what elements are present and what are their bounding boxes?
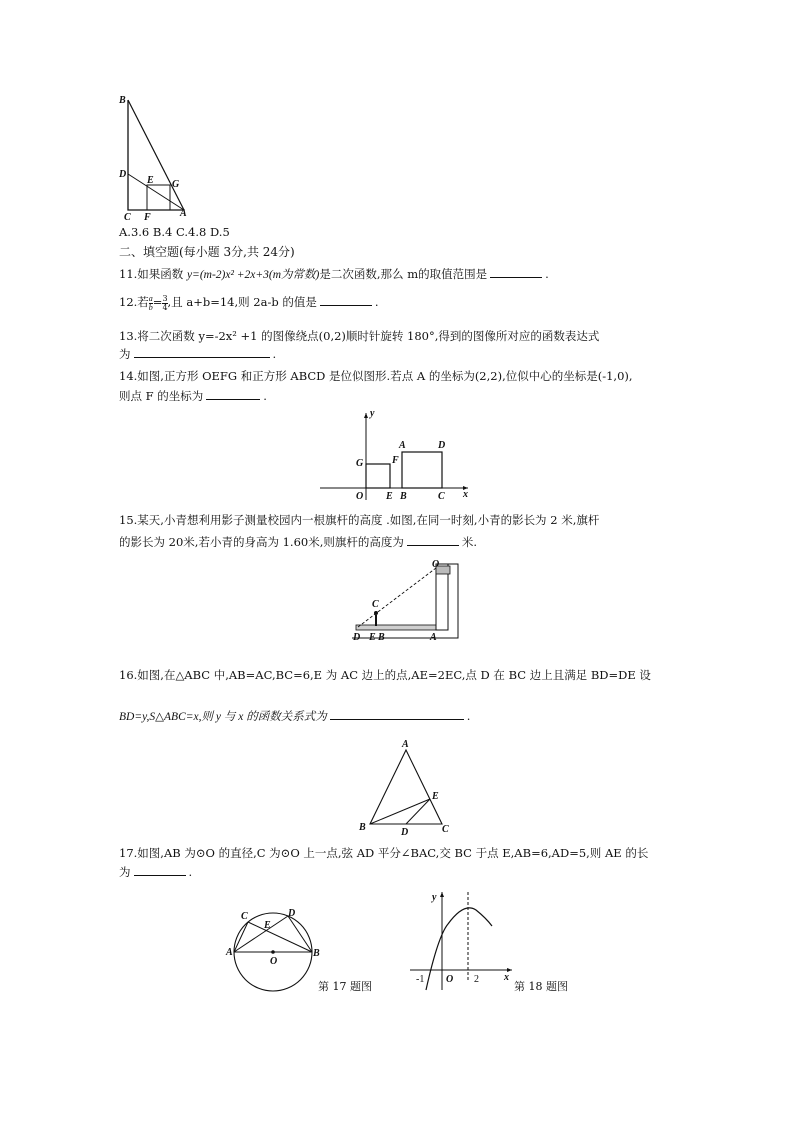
fig17-label-C: C <box>241 911 248 922</box>
q12-answer-blank[interactable] <box>320 294 372 306</box>
fig14-label-E: E <box>386 491 393 502</box>
fig10-label-A: A <box>180 208 187 219</box>
fig10-label-E: E <box>147 175 154 186</box>
fig14-label-G: G <box>356 458 364 469</box>
fig10-label-C: C <box>124 212 131 223</box>
fig17-label-D: D <box>288 908 296 919</box>
fig10-label-B: B <box>119 95 126 106</box>
figure-q18 <box>408 886 518 992</box>
fig15-label-D: D <box>353 632 361 643</box>
q14-line2: 则点 F 的坐标为 . <box>119 389 267 403</box>
figure-q16 <box>356 738 456 836</box>
q14-line1: 14.如图,正方形 OEFG 和正方形 ABCD 是位似图形.若点 A 的坐标为(2,2),位似中心的坐标是(-1,0), <box>119 369 633 383</box>
fig17-label-B: B <box>313 948 320 959</box>
fig14-label-F: F <box>392 455 399 466</box>
q15-line1: 15.某天,小青想利用影子测量校园内一根旗杆的高度 .如图,在同一时刻,小青的影长为 2 米,旗杆 <box>119 513 600 527</box>
fig14-label-D: D <box>438 440 446 451</box>
q13-line2: 为 . <box>119 347 277 361</box>
fig16-label-E: E <box>432 791 439 802</box>
fig10-label-D: D <box>119 169 127 180</box>
q15-answer-blank[interactable] <box>407 534 459 546</box>
figure-q10 <box>112 92 197 224</box>
fig14-label-O: O <box>356 491 364 502</box>
fig14-label-C: C <box>438 491 445 502</box>
q13-line1: 13.将二次函数 y=-2x² +1 的图像绕点(0,2)顺时针旋转 180°,得到的图像所对应的函数表达式 <box>119 329 600 343</box>
q16-answer-blank[interactable] <box>330 708 464 720</box>
q14-answer-blank[interactable] <box>206 388 260 400</box>
q10-options: A.3.6 B.4 C.4.8 D.5 <box>119 225 230 239</box>
fig16-label-D: D <box>401 827 409 836</box>
fig14-label-y: y <box>370 408 375 419</box>
fig15-label-C: C <box>372 599 379 610</box>
caption-fig18: 第 18 题图 <box>514 980 568 993</box>
fig15-label-A: A <box>430 632 437 643</box>
figure-q15 <box>350 556 468 648</box>
fig15-label-B: B <box>378 632 385 643</box>
fig18-label-O: O <box>446 974 454 985</box>
fig18-label-2: 2 <box>474 974 479 985</box>
fig18-label-minus1: -1 <box>416 974 425 985</box>
fig17-label-E: E <box>264 920 271 931</box>
fig17-label-O: O <box>270 956 278 967</box>
q16-line1: 16.如图,在△ABC 中,AB=AC,BC=6,E 为 AC 边上的点,AE=2EC,点 D 在 BC 边上且满足 BD=DE 设 <box>119 668 651 682</box>
q11: 11.如果函数 y=(m-2)x² +2x+3(m为常数)是二次函数,那么 m的取值范围是 . <box>119 267 549 281</box>
fig15-label-O: O <box>432 559 440 570</box>
q12: 12.若 $\frac{a}{b}$ = $\frac{3}{4}$ ,且 a+b=14,则 2a-b 的值是 . <box>119 293 379 312</box>
fig18-label-x: x <box>504 972 509 983</box>
q17-answer-blank[interactable] <box>134 864 186 876</box>
q15-line2: 的影长为 20米,若小青的身高为 1.60米,则旗杆的高度为 米. <box>119 535 478 549</box>
q11-answer-blank[interactable] <box>490 266 542 278</box>
fig16-label-A: A <box>402 739 409 750</box>
fig10-label-G: G <box>172 179 180 190</box>
fig15-label-E: E <box>369 632 376 643</box>
figure-q14 <box>318 408 478 503</box>
fig14-label-B: B <box>400 491 407 502</box>
fig16-label-C: C <box>442 824 449 835</box>
q16-line2: BD=y,S△ABC=x,则 y 与 x 的函数关系式为 . <box>119 709 471 723</box>
fig14-label-x: x <box>463 489 468 500</box>
fig16-label-B: B <box>359 822 366 833</box>
section-title: 二、填空题(每小题 3分,共 24分) <box>119 245 295 259</box>
fig14-label-A: A <box>399 440 406 451</box>
fig10-label-F: F <box>144 212 151 223</box>
fig18-label-y: y <box>432 892 437 903</box>
caption-fig17: 第 17 题图 <box>318 980 372 993</box>
fig17-label-A: A <box>226 947 233 958</box>
q17-line1: 17.如图,AB 为⊙O 的直径,C 为⊙O 上一点,弦 AD 平分∠BAC,交 BC 于点 E,AB=6,AD=5,则 AE 的长 <box>119 846 649 860</box>
q17-line2: 为 . <box>119 865 193 879</box>
figure-q17 <box>224 904 324 996</box>
q13-answer-blank[interactable] <box>134 346 270 358</box>
